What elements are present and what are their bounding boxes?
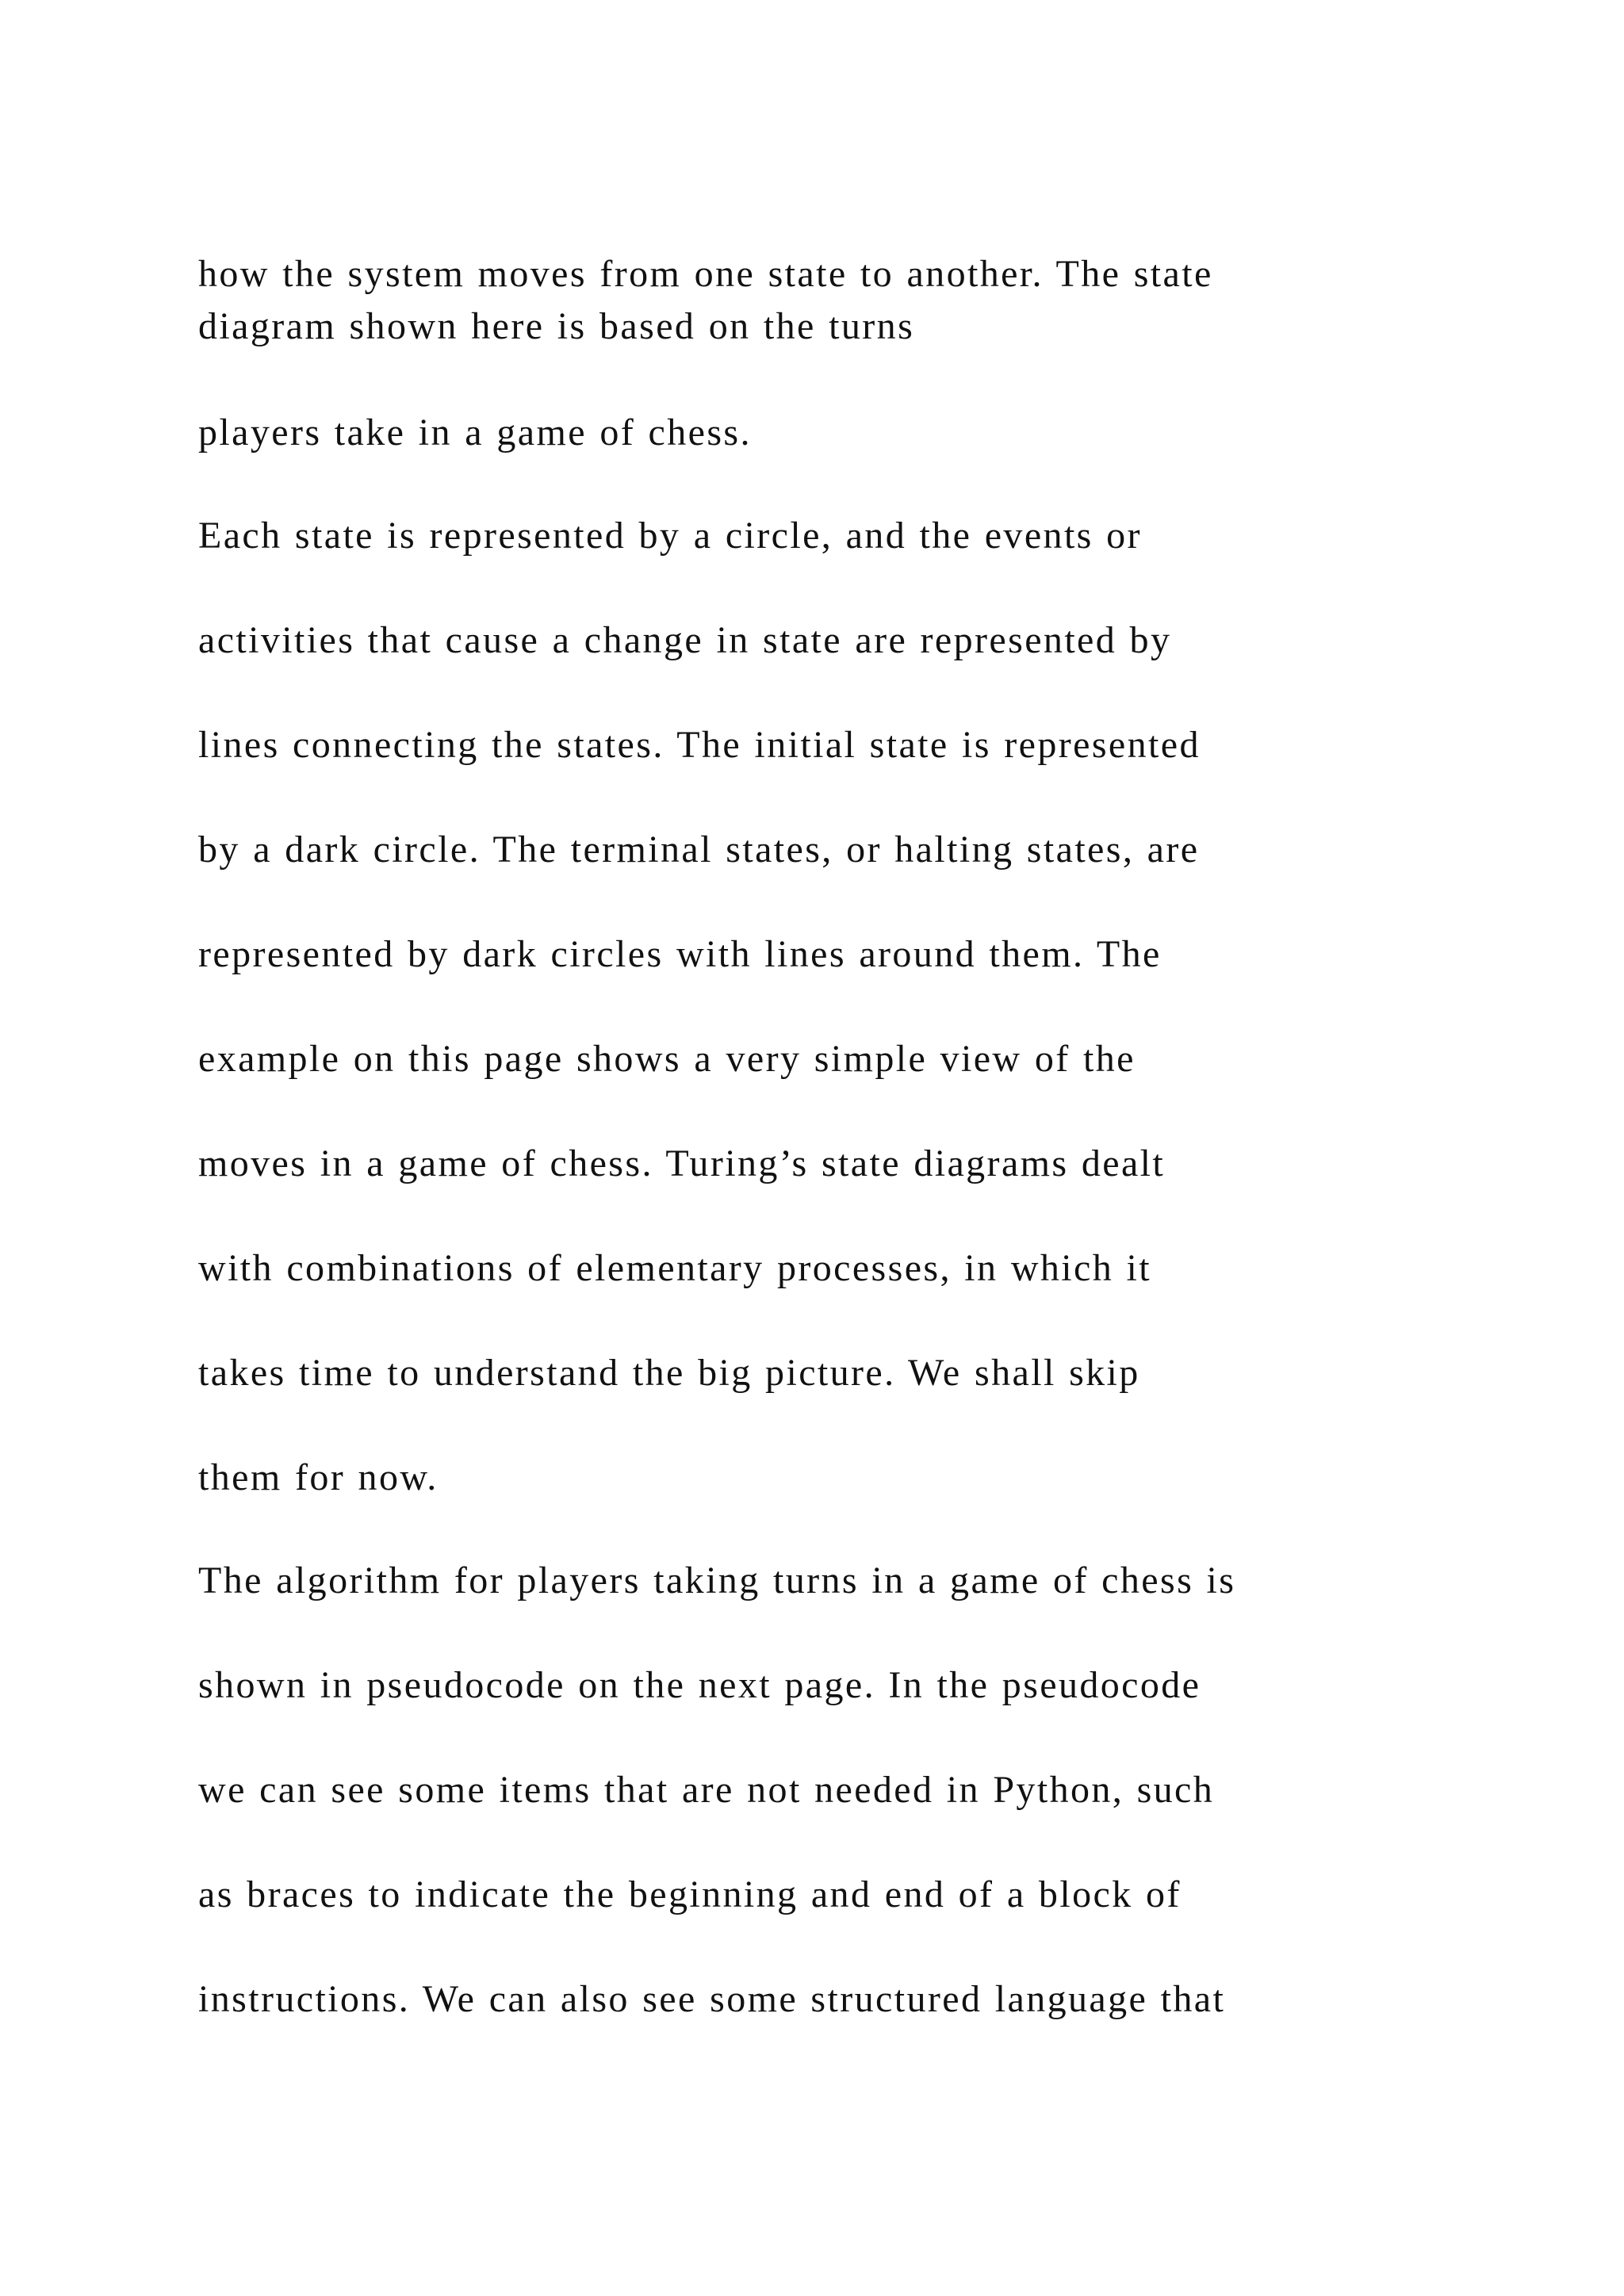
text-line: with combinations of elementary processes, in which it	[198, 1247, 1152, 1289]
text-line: The algorithm for players taking turns in a game of chess is	[198, 1559, 1236, 1601]
text-line: activities that cause a change in state are represented by	[198, 619, 1172, 661]
text-line: represented by dark circles with lines around them. The	[198, 933, 1162, 975]
text-line: we can see some items that are not needed in Python, such	[198, 1769, 1215, 1811]
text-line: them for now.	[198, 1456, 439, 1498]
text-line: takes time to understand the big picture. We shall skip	[198, 1352, 1140, 1394]
text-line: shown in pseudocode on the next page. In the pseudocode	[198, 1664, 1201, 1706]
text-line: Each state is represented by a circle, and the events or	[198, 515, 1142, 557]
text-line: moves in a game of chess. Turing’s state diagrams dealt	[198, 1142, 1166, 1184]
text-line: example on this page shows a very simple view of the	[198, 1038, 1136, 1080]
text-line: diagram shown here is based on the turns	[198, 305, 915, 347]
text-line: lines connecting the states. The initial state is represented	[198, 724, 1201, 766]
text-line: by a dark circle. The terminal states, or halting states, are	[198, 828, 1200, 871]
text-line: as braces to indicate the beginning and end of a block of	[198, 1873, 1182, 1915]
text-line: players take in a game of chess.	[198, 411, 752, 453]
text-line: instructions. We can also see some structured language that	[198, 1978, 1226, 2020]
text-line: how the system moves from one state to another. The state	[198, 253, 1213, 295]
